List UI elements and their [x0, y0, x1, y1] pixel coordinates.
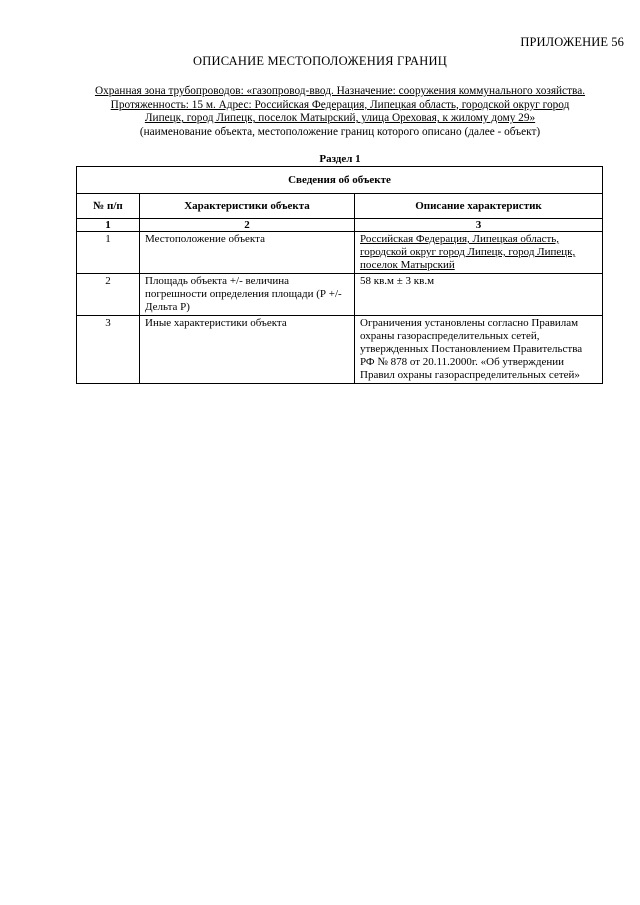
table-row [77, 274, 603, 316]
object-info-table [76, 166, 603, 384]
column-numbers-row [77, 219, 603, 232]
object-name-line-3: Липецк, город Липецк, поселок Матырский, улица Ореховая, к жилому дому 29» [144, 112, 536, 125]
row-description: Российская Федерация, Липецкая область, городской округ город Липецк, город Липецк, поселок Матырский [355, 232, 603, 274]
appendix-label: ПРИЛОЖЕНИЕ 56 [520, 35, 624, 49]
column-header-number: № п/п [77, 194, 140, 219]
table-caption: Сведения об объекте [77, 167, 603, 194]
row-description: Ограничения установлены согласно Правилам охраны газораспределительных сетей, утвержденных Постановлением Правительства РФ № 878 от 20.11.2000г. «Об утверждении Правил охраны газораспределительных сетей» [355, 316, 603, 384]
object-name-line-2: Протяженность: 15 м. Адрес: Российская Федерация, Липецкая область, городской округ город [110, 98, 570, 111]
table-row [77, 316, 603, 384]
row-characteristic: Местоположение объекта [140, 232, 355, 274]
row-description: 58 кв.м ± 3 кв.м [355, 274, 603, 316]
object-name-line-1: Охранная зона трубопроводов: «газопровод-ввод. Назначение: сооружения коммунального хозяйства. [94, 85, 586, 97]
row-number: 1 [77, 232, 140, 274]
row-characteristic: Иные характеристики объекта [140, 316, 355, 384]
object-description [70, 85, 610, 139]
column-header-characteristic: Характеристики объекта [140, 194, 355, 219]
row-number: 3 [77, 316, 140, 384]
document-title: ОПИСАНИЕ МЕСТОПОЛОЖЕНИЯ ГРАНИЦ [193, 54, 447, 68]
row-number: 2 [77, 274, 140, 316]
table-caption-row [77, 167, 603, 194]
column-number-2: 2 [140, 219, 355, 232]
section-title: Раздел 1 [319, 153, 361, 165]
object-note: (наименование объекта, местоположение границ которого описано (далее - объект) [139, 125, 541, 138]
row-characteristic: Площадь объекта +/- величина погрешности определения площади (Р +/- Дельта Р) [140, 274, 355, 316]
table-header-row [77, 194, 603, 219]
column-number-3: 3 [355, 219, 603, 232]
column-number-1: 1 [77, 219, 140, 232]
column-header-description: Описание характеристик [355, 194, 603, 219]
table-row [77, 232, 603, 274]
